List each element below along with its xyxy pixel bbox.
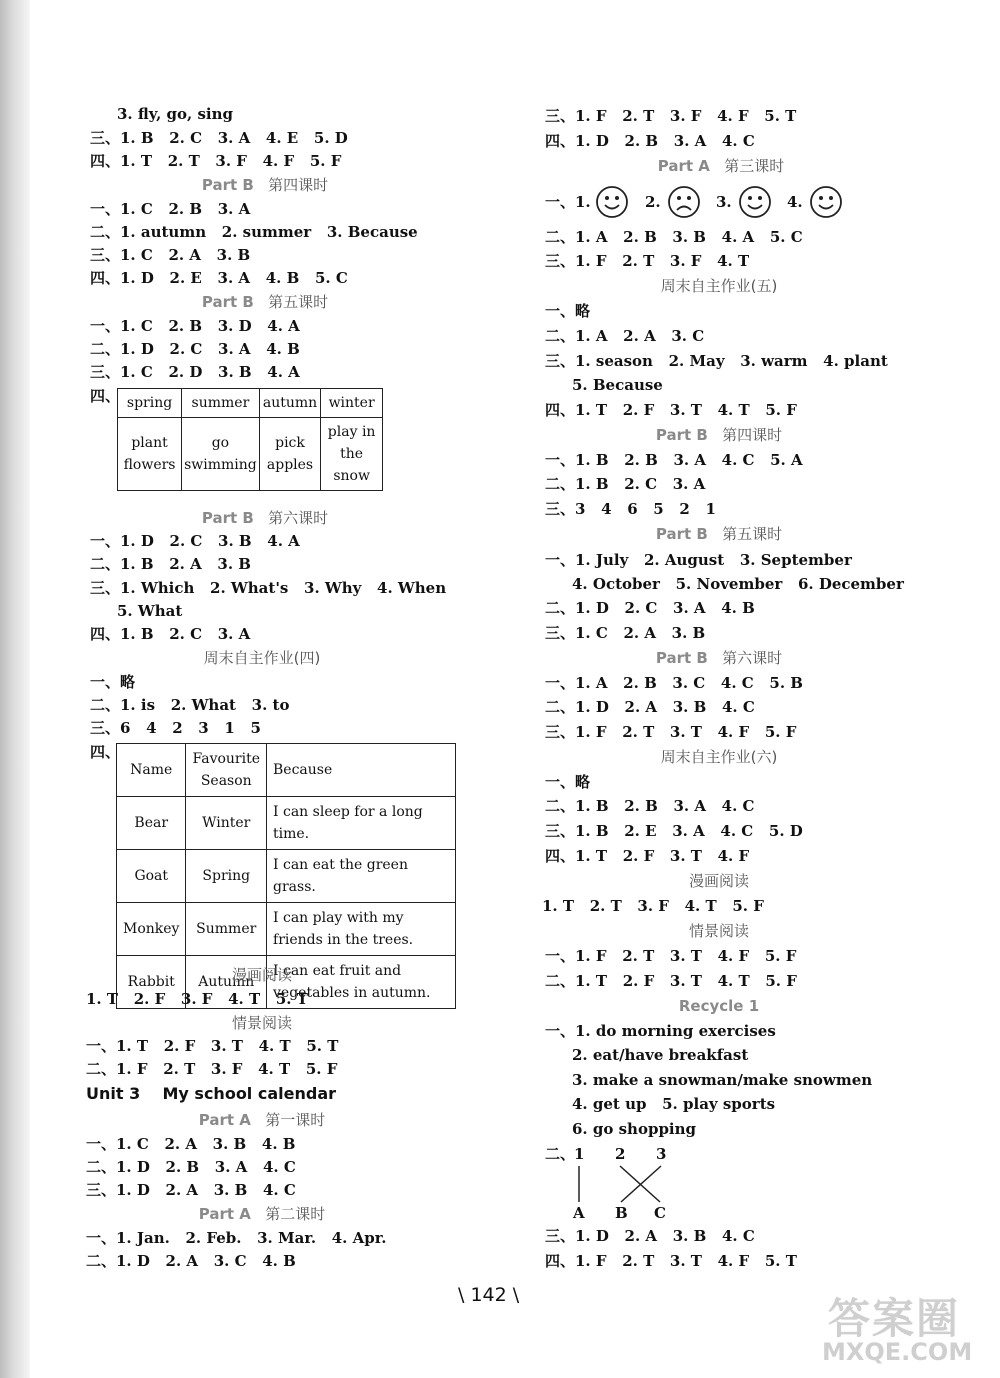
table-cell: play in the snow [321, 418, 383, 491]
table-header: autumn [259, 389, 321, 418]
table-header: Because [267, 744, 456, 797]
section-heading: 周末自主作业(四) [203, 649, 321, 667]
answer-line: 二、1. D 2. C 3. A 4. B [545, 599, 755, 617]
table-cell: I can sleep for a long time. [267, 797, 456, 850]
table-row [117, 797, 456, 850]
answer-line: 二、1. D 2. A 3. B 4. C [545, 698, 755, 716]
section-heading: 周末自主作业(六) [660, 748, 778, 766]
table-cell: Rabbit [117, 956, 186, 1009]
answer-line: 二、1. D 2. B 3. A 4. C [86, 1158, 296, 1176]
section-heading: Part B 第四课时 [655, 426, 783, 444]
section-heading: Part B 第六课时 [201, 509, 329, 527]
seasons-table [117, 388, 383, 491]
answer-line: 三、1. F 2. T 3. F 4. T [545, 252, 750, 270]
sad-face-icon [667, 185, 701, 219]
answer-line: 一、1. B 2. B 3. A 4. C 5. A [545, 451, 803, 469]
section-heading: 周末自主作业(五) [660, 277, 778, 295]
answer-line: 三、3 4 6 5 2 1 [545, 500, 716, 518]
answer-line: 1. T 2. F 3. F 4. T 5. T [86, 990, 308, 1008]
table-cell: Autumn [186, 956, 267, 1009]
match-bottom-label: C [654, 1204, 666, 1222]
section-heading: Part B 第五课时 [201, 293, 329, 311]
answer-line: 一、略 [545, 773, 591, 791]
happy-face-icon [809, 185, 843, 219]
section-heading: 漫画阅读 [688, 872, 750, 890]
table-cell: go swimming [182, 418, 260, 491]
table-cell: Spring [186, 850, 267, 903]
table-cell: Goat [117, 850, 186, 903]
answer-line: 一、1. C 2. B 3. A [90, 200, 251, 218]
answer-line: 二、1. is 2. What 3. to [90, 696, 290, 714]
table-header: winter [321, 389, 383, 418]
table-cell: I can play with my friends in the trees. [267, 903, 456, 956]
answer-line: 4. October 5. November 6. December [572, 575, 904, 593]
answer-line: 二、1. autumn 2. summer 3. Because [90, 223, 418, 241]
answer-line: 4. [787, 193, 803, 211]
answer-line: 二、1. T 2. F 3. T 4. T 5. F [545, 972, 797, 990]
answer-line: 5. What [117, 602, 183, 620]
section-heading: 情景阅读 [231, 1014, 293, 1032]
section-heading: 漫画阅读 [231, 966, 293, 984]
answer-line: 三、1. F 2. T 3. T 4. F 5. F [545, 723, 797, 741]
answer-line: 三、1. C 2. A 3. B [545, 624, 706, 642]
answer-line: 一、1. T 2. F 3. T 4. T 5. T [86, 1037, 339, 1055]
match-top-label: 2 [615, 1145, 626, 1163]
answer-line: 四、1. B 2. C 3. A [90, 625, 251, 643]
answer-line: 二、1. F 2. T 3. F 4. T 5. F [86, 1060, 338, 1078]
table-cell: Bear [117, 797, 186, 850]
table-header: spring [118, 389, 182, 418]
happy-face-icon [595, 185, 629, 219]
table-header: Name [117, 744, 186, 797]
answer-line: 四、1. T 2. T 3. F 4. F 5. F [90, 152, 342, 170]
table-cell: I can eat fruit and vegetables in autumn. [267, 956, 456, 1009]
section-heading: Part A 第二课时 [198, 1205, 326, 1223]
answer-line: 二、1. D 2. C 3. A 4. B [90, 340, 300, 358]
happy-face-icon [738, 185, 772, 219]
answer-line: 6. go shopping [572, 1120, 697, 1138]
answer-line: 一、略 [90, 673, 136, 691]
answer-line: 一、1. [545, 193, 591, 211]
answer-line: 三、1. B 2. E 3. A 4. C 5. D [545, 822, 803, 840]
unit-title: Unit 3 My school calendar [86, 1084, 337, 1103]
table-cell: Winter [186, 797, 267, 850]
answer-line: 四、1. T 2. F 3. T 4. T 5. F [545, 401, 797, 419]
answer-line: 1. T 2. T 3. F 4. T 5. F [542, 897, 764, 915]
answer-line: 一、1. C 2. B 3. D 4. A [90, 317, 300, 335]
table-row [117, 850, 456, 903]
match-top-label: 3 [656, 1145, 667, 1163]
table-header: Favourite Season [186, 744, 267, 797]
answer-line: 四、1. D 2. E 3. A 4. B 5. C [90, 269, 348, 287]
table-header: summer [182, 389, 260, 418]
answer-line: 一、1. F 2. T 3. T 4. F 5. F [545, 947, 797, 965]
answer-line: 3. make a snowman/make snowmen [572, 1071, 873, 1089]
page-number: \ 142 \ [458, 1284, 520, 1306]
answer-line: 4. get up 5. play sports [572, 1095, 776, 1113]
answer-line: 二、1. B 2. B 3. A 4. C [545, 797, 755, 815]
answer-line: 3. fly, go, sing [117, 105, 233, 123]
section-heading: Recycle 1 [678, 997, 760, 1015]
answer-line: 三、1. D 2. A 3. B 4. C [545, 1227, 755, 1245]
match-bottom-label: B [615, 1204, 628, 1222]
match-bottom-label: A [573, 1204, 585, 1222]
answer-line: 四、1. F 2. T 3. T 4. F 5. T [545, 1252, 797, 1270]
table-cell: plant flowers [118, 418, 182, 491]
answer-line: 四、 [90, 387, 121, 405]
answer-line: 二、 [545, 1145, 576, 1163]
section-heading: 情景阅读 [688, 922, 750, 940]
answer-line: 2. [645, 193, 661, 211]
matching-lines [570, 1164, 670, 1206]
section-heading: Part B 第五课时 [655, 525, 783, 543]
answer-line: 三、1. season 2. May 3. warm 4. plant [545, 352, 888, 370]
table-row [117, 903, 456, 956]
section-heading: Part A 第一课时 [198, 1111, 326, 1129]
answer-line: 四、 [90, 743, 121, 761]
answer-line: 2. eat/have breakfast [572, 1046, 749, 1064]
answer-line: 二、1. D 2. A 3. C 4. B [86, 1252, 296, 1270]
answer-line: 三、1. C 2. D 3. B 4. A [90, 363, 300, 381]
answer-line: 四、1. T 2. F 3. T 4. F [545, 847, 750, 865]
watermark-logo: 答案圈 MXQE.COM [822, 1294, 973, 1366]
answer-line: 三、1. D 2. A 3. B 4. C [86, 1181, 296, 1199]
answer-line: 3. [716, 193, 732, 211]
answer-line: 二、1. A 2. A 3. C [545, 327, 705, 345]
table-cell: I can eat the green grass. [267, 850, 456, 903]
answer-line: 二、1. B 2. C 3. A [545, 475, 706, 493]
section-heading: Part A 第三课时 [657, 157, 785, 175]
answer-line: 三、1. F 2. T 3. F 4. F 5. T [545, 107, 797, 125]
answer-line: 三、1. B 2. C 3. A 4. E 5. D [90, 129, 348, 147]
answer-line: 一、1. do morning exercises [545, 1022, 776, 1040]
answer-line: 一、略 [545, 302, 591, 320]
table-cell: Monkey [117, 903, 186, 956]
answer-line: 二、1. B 2. A 3. B [90, 555, 251, 573]
answer-line: 三、1. Which 2. What's 3. Why 4. When [90, 579, 447, 597]
answer-line: 二、1. A 2. B 3. B 4. A 5. C [545, 228, 803, 246]
answer-line: 一、1. Jan. 2. Feb. 3. Mar. 4. Apr. [86, 1229, 387, 1247]
answer-line: 一、1. July 2. August 3. September [545, 551, 852, 569]
table-cell: Summer [186, 903, 267, 956]
answer-line: 一、1. D 2. C 3. B 4. A [90, 532, 300, 550]
answer-line: 一、1. A 2. B 3. C 4. C 5. B [545, 674, 803, 692]
section-heading: Part B 第六课时 [655, 649, 783, 667]
page-binding-shadow [0, 0, 30, 1378]
answer-line: 一、1. C 2. A 3. B 4. B [86, 1135, 296, 1153]
answer-line: 三、6 4 2 3 1 5 [90, 719, 261, 737]
match-top-label: 1 [574, 1145, 585, 1163]
answer-line: 三、1. C 2. A 3. B [90, 246, 251, 264]
table-cell: pick apples [259, 418, 321, 491]
answer-line: 5. Because [572, 376, 663, 394]
answer-line: 四、1. D 2. B 3. A 4. C [545, 132, 755, 150]
section-heading: Part B 第四课时 [201, 176, 329, 194]
